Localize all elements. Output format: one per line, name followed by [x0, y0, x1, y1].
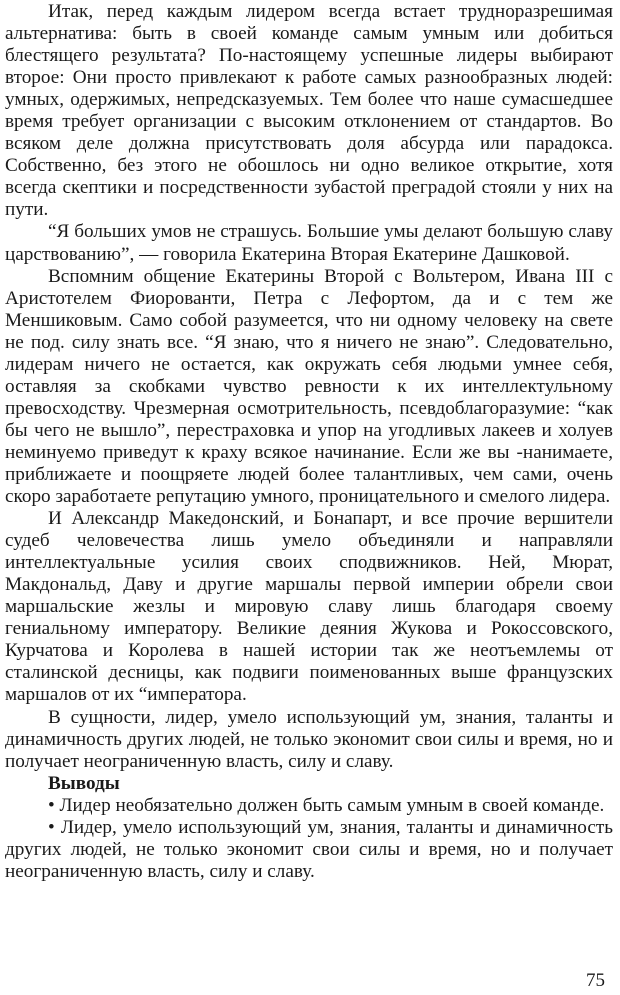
conclusion-item-2: • Лидер, умело использующий ум, знания, таланты и динамичность других людей, не только экономит свои силы и время, но и получает неограниченную власть, силу и славу.	[5, 816, 613, 882]
body-text	[5, 1, 613, 883]
page-number: 75	[586, 970, 605, 991]
paragraph-summary: В сущности, лидер, умело использующий ум, знания, таланты и динамичность других людей, не только экономит свои силы и время, но и получает неограниченную власть, силу и славу.	[5, 706, 613, 772]
paragraph-great-leaders: И Александр Македонский, и Бонапарт, и все прочие вершители судеб человечества лишь умело объединяли и направляли интеллектуальные усилия своих сподвижников. Ней, Мюрат, Макдональд, Даву и другие маршалы первой империи обрели свои маршальские жезлы и мировую славу лишь благодаря своему гениальному императору. Великие деяния Жукова и Рокоссовского, Курчатова и Королева в нашей истории так же неотъемлемы от сталинской десницы, как подвиги поименованных выше французских маршалов от их “императора.	[5, 508, 613, 706]
conclusions-heading: Выводы	[48, 772, 120, 794]
paragraph-historical-examples: Вспомним общение Екатерины Второй с Вольтером, Ивана III с Аристотелем Фиорованти, Петра с Лефортом, да и с тем же Меншиковым. Само собой разумеется, что ни одному человеку на свете не под. силу знать все. “Я знаю, что я ничего не знаю”. Следовательно, лидерам ничего не остается, как окружать себя людьми умнее себя, оставляя за скобками чувство ревности к их интеллектульному превосходству. Чрезмерная осмотрительность, псевдоблагоразумие: “как бы чего не вышло”, перестраховка и упор на угодливых лакеев и холуев неминуемо приведут к краху всякое начинание. Если же вы -нанимаете, приближаете и поощряете людей более талантливых, чем сами, очень скоро заработаете репутацию умного, проницательного и смелого лидера.	[5, 265, 613, 508]
conclusion-item-1: • Лидер необязательно должен быть самым умным в своей команде.	[48, 794, 605, 816]
paragraph-dilemma: Итак, перед каждым лидером всегда встает трудноразрешимая альтернатива: быть в своей команде самым умным или добиться блестящего результата? По-настоящему успешные лидеры выбирают второе: Они просто привлекают к работе самых разнообразных людей: умных, одержимых, непредсказуемых. Тем более что наше сумасшедшее время требует организации с высоким отклонением от стандартов. Во всяком деле должна присутствовать доля абсурда или парадокса. Собственно, без этого не обошлось ни одно великое открытие, хотя всегда скептики и посредственности зубастой преградой стояли у них на пути.	[5, 1, 613, 221]
paragraph-quote-catherine: “Я больших умов не страшусь. Большие умы делают большую славу царствованию”, — говорила Екатерина Вторая Екатерине Дашковой.	[5, 221, 613, 265]
